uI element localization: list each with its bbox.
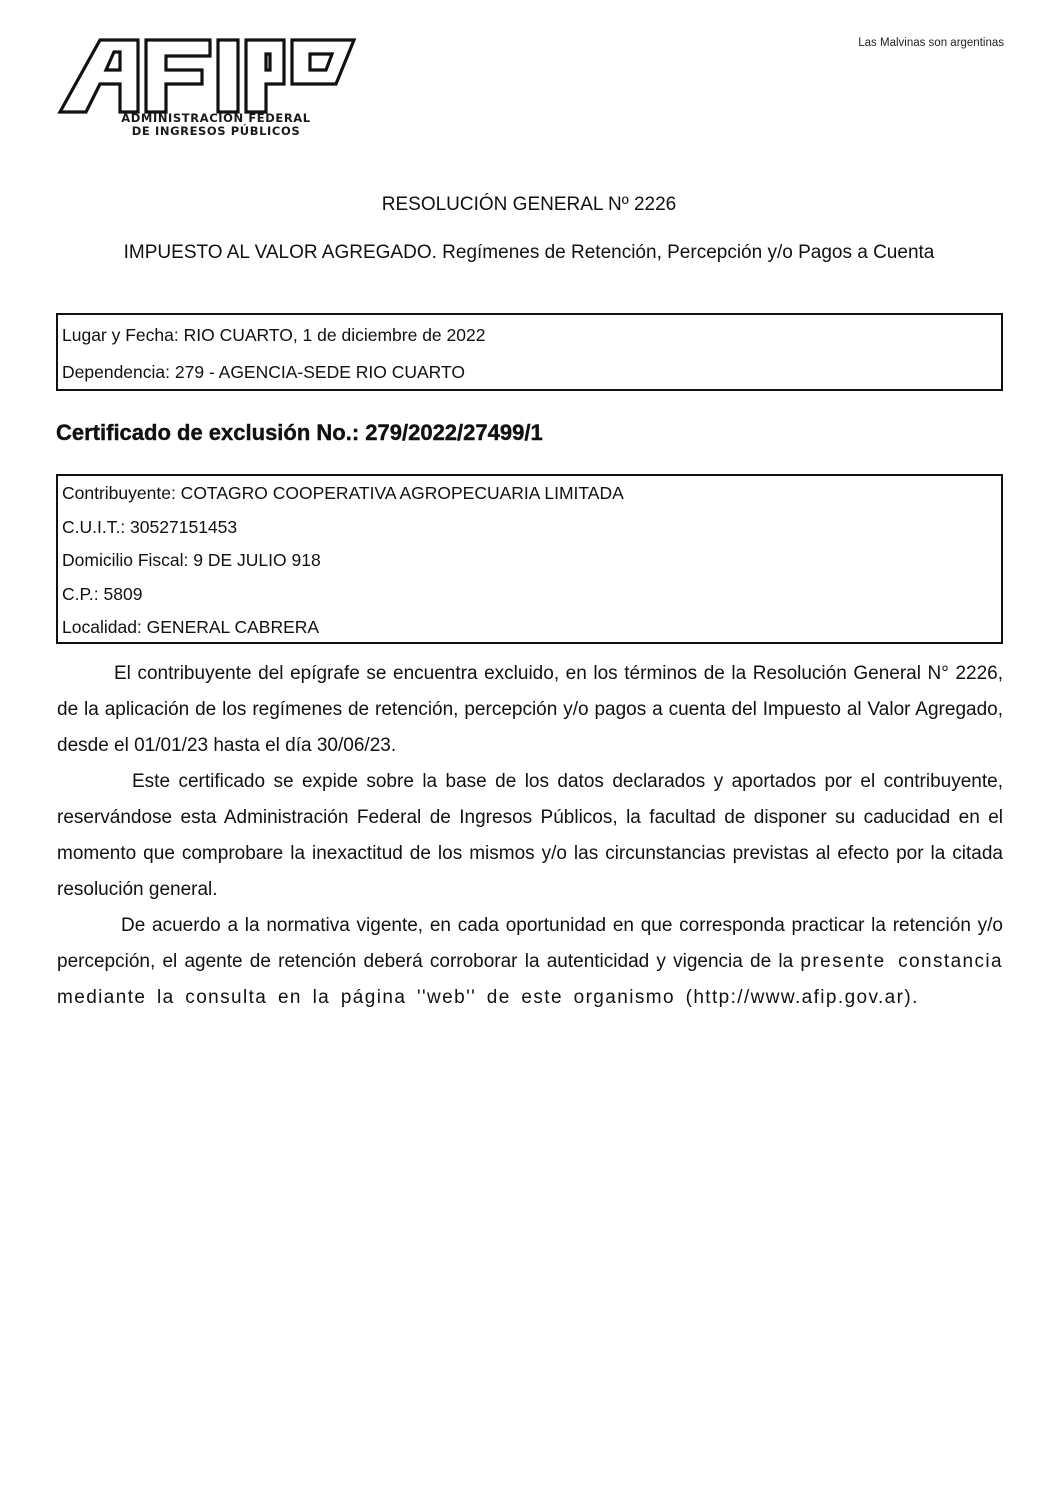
slogan-text: Las Malvinas son argentinas — [858, 37, 1004, 49]
body-paragraph-3-wide: presente constancia mediante la consulta en la página ''web'' de este organismo (http://www.afip.gov.ar). — [57, 951, 1003, 1008]
taxpayer-box — [56, 474, 1003, 644]
taxpayer-address: Domicilio Fiscal: 9 DE JULIO 918 — [62, 550, 321, 570]
resolution-subtitle: IMPUESTO AL VALOR AGREGADO. Regímenes de Retención, Percepción y/o Pagos a Cuenta — [123, 242, 935, 263]
certificate-body — [57, 656, 1003, 1016]
taxpayer-name: Contribuyente: COTAGRO COOPERATIVA AGROPECUARIA LIMITADA — [62, 483, 624, 503]
afip-logo — [56, 34, 360, 146]
body-paragraph-1: El contribuyente del epígrafe se encuentra excluido, en los términos de la Resolución General N° 2226, de la aplicación de los regímenes de retención, percepción y/o pagos a cuenta del Impuesto al Valor Agregado, desde el 01/01/23 hasta el día 30/06/23. — [57, 663, 1003, 756]
afip-logo-graphic — [56, 34, 360, 114]
taxpayer-postal-code: C.P.: 5809 — [62, 583, 143, 604]
body-paragraph-3 — [57, 908, 1003, 1016]
logo-caption-line1: ADMINISTRACIÓN FEDERAL — [121, 111, 311, 125]
place-date-box — [56, 313, 1003, 391]
certificate-title: Certificado de exclusión No.: 279/2022/27499/1 — [56, 420, 543, 445]
office-line: Dependencia: 279 - AGENCIA-SEDE RIO CUARTO — [62, 362, 465, 382]
resolution-title: RESOLUCIÓN GENERAL Nº 2226 — [381, 194, 677, 215]
taxpayer-locality: Localidad: GENERAL CABRERA — [62, 617, 320, 637]
taxpayer-cuit: C.U.I.T.: 30527151453 — [62, 516, 238, 537]
place-date-line: Lugar y Fecha: RIO CUARTO, 1 de diciembre de 2022 — [62, 325, 486, 345]
body-paragraph-3-main: De acuerdo a la normativa vigente, en cada oportunidad en que corresponda practicar la retención y/o percepción, el agente de retención deberá corroborar la autenticidad y vigencia de la — [57, 915, 1003, 972]
logo-caption — [116, 112, 316, 138]
logo-caption-line2: DE INGRESOS PÚBLICOS — [131, 124, 301, 138]
body-paragraph-2: Este certificado se expide sobre la base de los datos declarados y aportados por el contribuyente, reservándose esta Administración Federal de Ingresos Públicos, la facultad de disponer su caducidad en el momento que comprobare la inexactitud de los mismos y/o las circunstancias previstas al efecto por la citada resolución general. — [57, 771, 1003, 900]
